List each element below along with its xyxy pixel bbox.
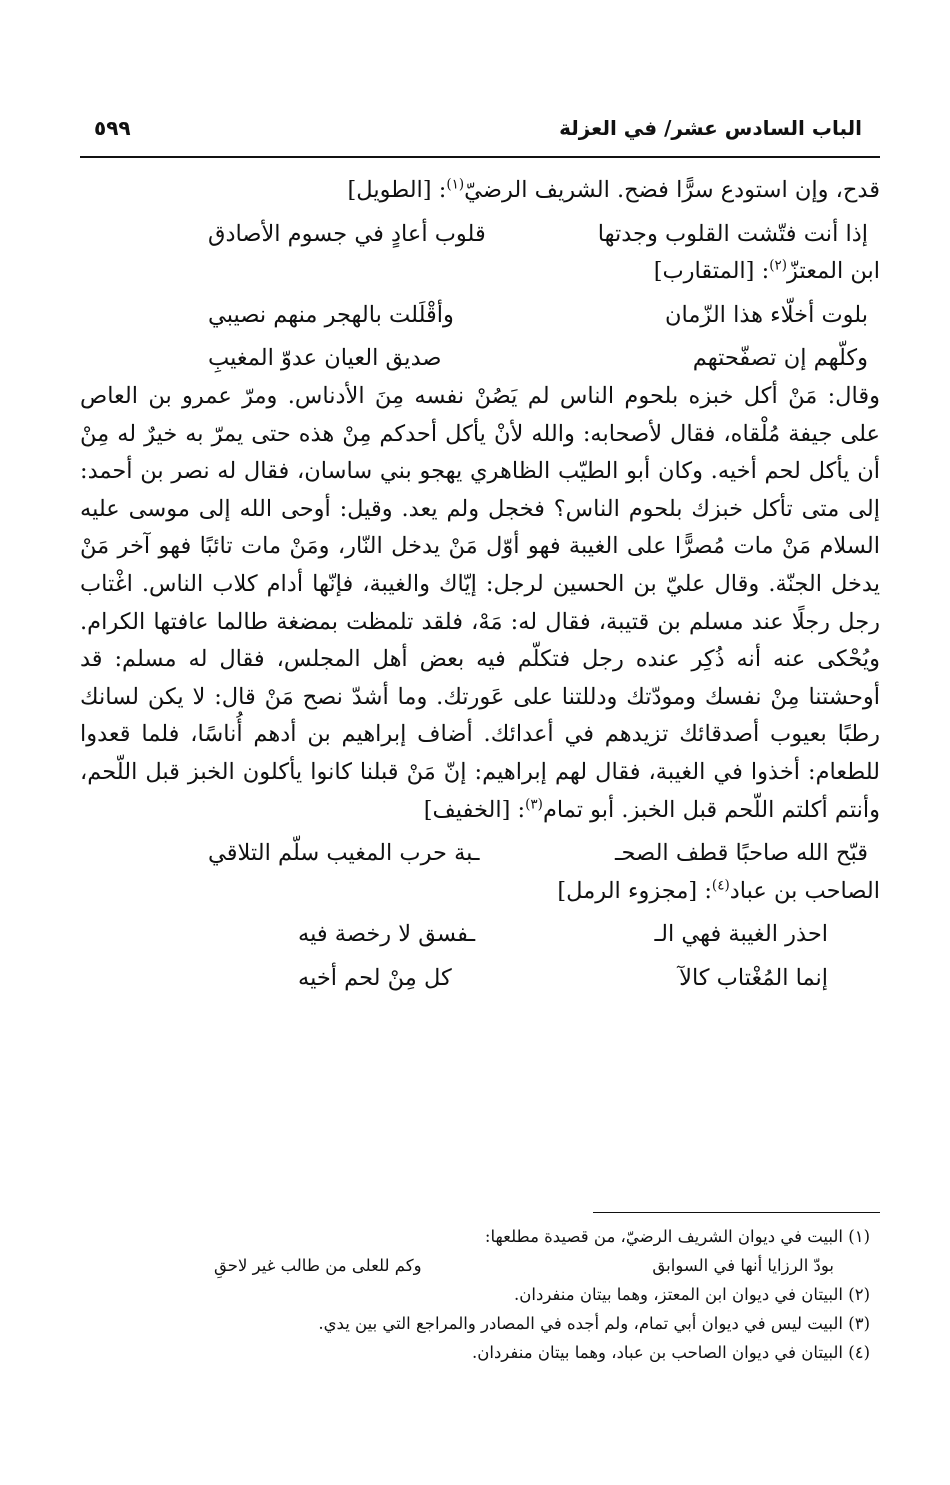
prose-paragraph: [80, 378, 880, 829]
paragraph-text: وقال: مَنْ أكل خبزه بلحوم الناس لم يَصُنْ نفسه مِنَ الأدناس. ومرّ عمرو بن العاص على جيفة مُلْقاه، فقال لأصحابه: والله لأنْ يأكل أحدكم مِنْ هذه حتى يمرّ به خيرٌ له مِنْ أن يأكل لحم أخيه. وكان أبو الطيّب الظاهري يهجو بني ساسان، فقال له نصر بن أحمد: إلى متى تأكل خبزك بلحوم الناس؟ فخجل ولم يعد. وقيل: أوحى الله إلى موسى عليه السلام مَنْ مات مُصرًّا على الغيبة فهو أوّل مَنْ يدخل النّار، ومَنْ مات تائبًا فهو آخر مَنْ يدخل الجنّة. وقال عليّ بن الحسين لرجل: إيّاك والغيبة، فإنّها أدام كلاب الناس. اغْتاب رجل رجلًا عند مسلم بن قتيبة، فقال له: مَهْ، فلقد تلمظت بمضغة طالما عافتها الكرام. ويُحْكى عنه أنه ذُكِر عنده رجل فتكلّم فيه بعض أهل المجلس، فقال له مسلم: قد أوحشتنا مِنْ نفسك ومودّتك ودللتنا على عَورتك. وما أشدّ نصح مَنْ قال: لا يكن لسانك رطبًا بعيوب أصدقائك تزيدهم في أعدائك. أضاف إبراهيم بن أدهم أُناسًا، فلما قعدوا للطعام: أخذوا في الغيبة، فقال لهم إبراهيم: إنّ مَنْ قبلنا كانوا يأكلون الخبز قبل اللّحم، وأنتم أكلتم اللّحم قبل الخبز. أبو تمام: [80, 382, 880, 823]
footnote-separator: [593, 1212, 880, 1213]
footnote-3: (٣) البيت ليس في ديوان أبي تمام، ولم أجده في المصادر والمراجع التي بين يدي.: [318, 1314, 870, 1333]
footnote-4: (٤) البيتان في ديوان الصاحب بن عباد، وهما بيتان منفردان.: [472, 1343, 870, 1362]
verse-3-second-hemistich: ـبة حرب المغيب سلّم التلاقي: [208, 840, 480, 867]
footnote-ref-1: (١): [446, 176, 465, 193]
footnote-ref-2: (٢): [769, 257, 788, 274]
verse-1: [208, 216, 868, 254]
intro-line-2: [80, 253, 880, 291]
footnote-1-verse-second-hemistich: وكم للعلى من طالب غير لاحقِ: [214, 1256, 422, 1275]
verse-4b-second-hemistich: كل مِنْ لحم أخيه: [298, 964, 452, 991]
footnote-2: (٢) البيتان في ديوان ابن المعتز، وهما بيتان منفردان.: [514, 1285, 870, 1304]
verse-2a-first-hemistich: بلوت أخلّاء هذا الزّمان: [664, 301, 868, 328]
meter-name-4: : [مجزوء الرمل]: [557, 877, 712, 904]
page-number: ٥٩٩: [94, 116, 131, 140]
meter-name-1: : [الطويل]: [347, 177, 447, 203]
footnote-ref-4: (٤): [711, 877, 730, 894]
verse-4a-first-hemistich: احذر الغيبة فهي الـ: [654, 921, 828, 948]
intro-line-4: [80, 873, 880, 911]
verse-4a: [298, 916, 828, 954]
verse-2b-first-hemistich: وكلّهم إن تصفّحتهم: [692, 345, 868, 372]
verse-4b: [298, 960, 828, 998]
intro-4-text: الصاحب بن عباد: [729, 877, 880, 904]
verse-2b-second-hemistich: صديق العيان عدوّ المغيبِ: [208, 345, 442, 372]
footnotes: [80, 1222, 880, 1367]
verse-1-first-hemistich: إذا أنت فتّشت القلوب وجدتها: [597, 220, 868, 247]
footnote-ref-3: (٣): [525, 796, 543, 812]
verse-3-first-hemistich: قبّح الله صاحبًا قطف الصحـ: [614, 840, 868, 867]
page: [80, 112, 880, 997]
verse-2a: [208, 297, 868, 335]
footnote-1: (١) البيت في ديوان الشريف الرضيّ، من قصيدة مطلعها:: [484, 1227, 870, 1246]
intro-line-1: [80, 172, 880, 210]
intro-1-text: قدح، وإن استودع سرًّا فضح. الشريف الرضيّ: [464, 177, 880, 203]
verse-4b-first-hemistich: إنما المُغْتاب كالآ: [679, 964, 828, 991]
footnote-1-verse-first-hemistich: بودّ الرزايا أنها في السوابق: [652, 1256, 834, 1275]
main-text: [80, 172, 880, 997]
meter-name-2: : [المتقارب]: [653, 258, 770, 285]
running-header: [80, 112, 880, 158]
verse-2a-second-hemistich: وأقْلَلت بالهجر منهم نصيبي: [208, 301, 454, 328]
verse-4a-second-hemistich: ـفسق لا رخصة فيه: [298, 921, 476, 948]
chapter-title: الباب السادس عشر/ في العزلة: [559, 116, 862, 140]
meter-name-3: : [الخفيف]: [423, 796, 526, 823]
footnote-1-verse: [214, 1251, 834, 1280]
intro-2-text: ابن المعتزّ: [787, 258, 880, 285]
verse-1-second-hemistich: قلوب أعادٍ في جسوم الأصادق: [208, 220, 486, 247]
verse-2b: [208, 340, 868, 378]
verse-3: [208, 835, 868, 873]
